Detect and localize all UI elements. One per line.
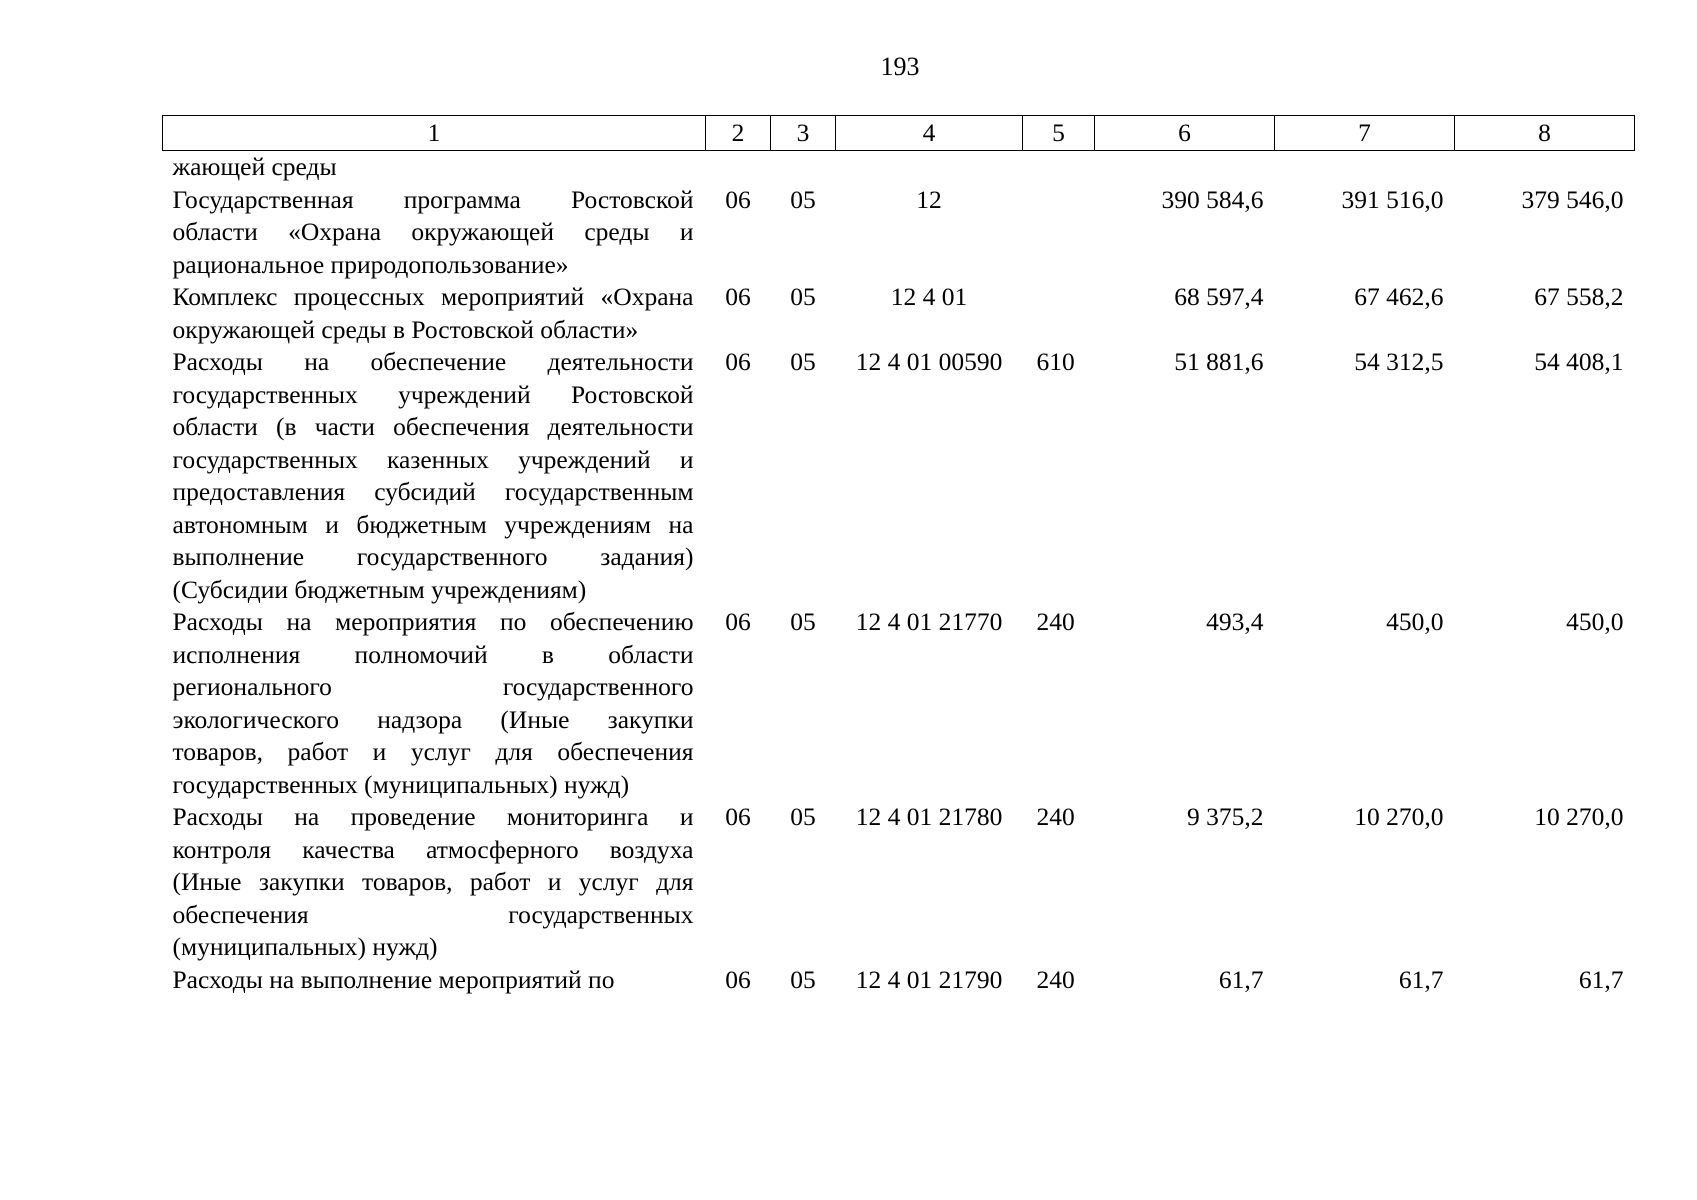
table-row <box>163 151 1635 184</box>
row-value-col7: 61,7 <box>1398 964 1444 994</box>
row-name: Расходы на проведение мониторинга и контроля качества атмосферного воздуха (Иные закупки товаров, работ и услуг для обеспечения государственных (муниципальных) нужд) <box>172 802 694 961</box>
row-subsection: 05 <box>790 347 816 376</box>
row-subsection: 05 <box>790 802 816 831</box>
row-subsection: 05 <box>790 184 816 214</box>
header-col-2: 2 <box>706 116 771 151</box>
table-row <box>163 281 1635 346</box>
row-subsection: 05 <box>790 607 816 636</box>
table-row <box>163 606 1635 801</box>
page-number: 193 <box>880 52 920 81</box>
row-target-article: 12 4 01 21790 <box>855 964 1003 994</box>
row-value-col8: 10 270,0 <box>1534 802 1624 831</box>
row-expense-type: 240 <box>1036 607 1075 636</box>
row-expense-type <box>1023 184 1095 282</box>
row-expense-type: 240 <box>1036 964 1075 994</box>
row-section: 06 <box>725 607 751 636</box>
row-value-col8: 67 558,2 <box>1534 282 1624 311</box>
row-target-article: 12 4 01 <box>890 282 968 311</box>
row-expense-type: 610 <box>1036 347 1075 376</box>
row-section: 06 <box>725 964 751 994</box>
table-body <box>163 151 1635 997</box>
header-col-1: 1 <box>163 116 706 151</box>
header-col-4: 4 <box>836 116 1023 151</box>
table-header <box>163 116 1635 151</box>
row-target-article <box>836 151 1023 184</box>
row-name: Государственная программа Ростовской области «Охрана окружающей среды и рациональное природопользование» <box>172 184 694 279</box>
row-value-col7: 54 312,5 <box>1354 347 1444 376</box>
table-row <box>163 346 1635 606</box>
row-value-col8: 450,0 <box>1566 607 1624 636</box>
header-col-6: 6 <box>1095 116 1275 151</box>
row-value-col6: 51 881,6 <box>1174 347 1264 376</box>
row-name: жающей среды <box>172 152 337 181</box>
table-row <box>163 801 1635 964</box>
row-value-col6: 61,7 <box>1218 964 1264 994</box>
row-value-col6: 493,4 <box>1206 607 1264 636</box>
row-name: Расходы на мероприятия по обеспечению исполнения полномочий в области регионального государственного экологического надзора (Иные закупки товаров, работ и услуг для обеспечения государственных (муниципальных) нужд) <box>172 607 694 799</box>
row-value-col8: 54 408,1 <box>1534 347 1624 376</box>
row-value-col6 <box>1095 151 1275 184</box>
table-row <box>163 184 1635 282</box>
row-expense-type <box>1023 281 1095 346</box>
row-target-article: 12 <box>916 184 942 214</box>
header-row <box>163 116 1635 151</box>
row-section: 06 <box>725 184 751 214</box>
table-row <box>163 964 1635 997</box>
row-section <box>706 151 771 184</box>
row-value-col6: 390 584,6 <box>1161 184 1264 214</box>
row-target-article: 12 4 01 21770 <box>855 607 1003 636</box>
row-value-col7: 67 462,6 <box>1354 282 1444 311</box>
row-subsection: 05 <box>790 282 816 311</box>
row-expense-type: 240 <box>1036 802 1075 831</box>
budget-table <box>162 115 1635 996</box>
row-subsection <box>771 151 836 184</box>
row-name: Расходы на выполнение мероприятий по <box>172 964 615 994</box>
row-value-col7: 391 516,0 <box>1341 184 1444 214</box>
header-col-7: 7 <box>1275 116 1455 151</box>
header-col-3: 3 <box>771 116 836 151</box>
row-target-article: 12 4 01 00590 <box>855 347 1003 376</box>
row-section: 06 <box>725 282 751 311</box>
row-subsection: 05 <box>790 964 816 994</box>
row-value-col6: 68 597,4 <box>1174 282 1264 311</box>
row-value-col8: 61,7 <box>1578 964 1624 994</box>
header-col-8: 8 <box>1455 116 1635 151</box>
row-section: 06 <box>725 347 751 376</box>
row-name: Расходы на обеспечение деятельности государственных учреждений Ростовской области (в части обеспечения деятельности государственных казенных учреждений и предоставления субсидий государственным автономным и бюджетным учреждениям на выполнение государственного задания) (Субсидии бюджетным учреждениям) <box>172 347 694 604</box>
row-value-col6: 9 375,2 <box>1187 802 1264 831</box>
row-expense-type <box>1023 151 1095 184</box>
row-target-article: 12 4 01 21780 <box>855 802 1003 831</box>
row-value-col7: 10 270,0 <box>1354 802 1444 831</box>
row-value-col8: 379 546,0 <box>1521 184 1624 214</box>
row-section: 06 <box>725 802 751 831</box>
row-name: Комплекс процессных мероприятий «Охрана окружающей среды в Ростовской области» <box>172 282 694 344</box>
row-value-col7 <box>1275 151 1455 184</box>
header-col-5: 5 <box>1023 116 1095 151</box>
row-value-col8 <box>1455 151 1635 184</box>
row-value-col7: 450,0 <box>1386 607 1444 636</box>
